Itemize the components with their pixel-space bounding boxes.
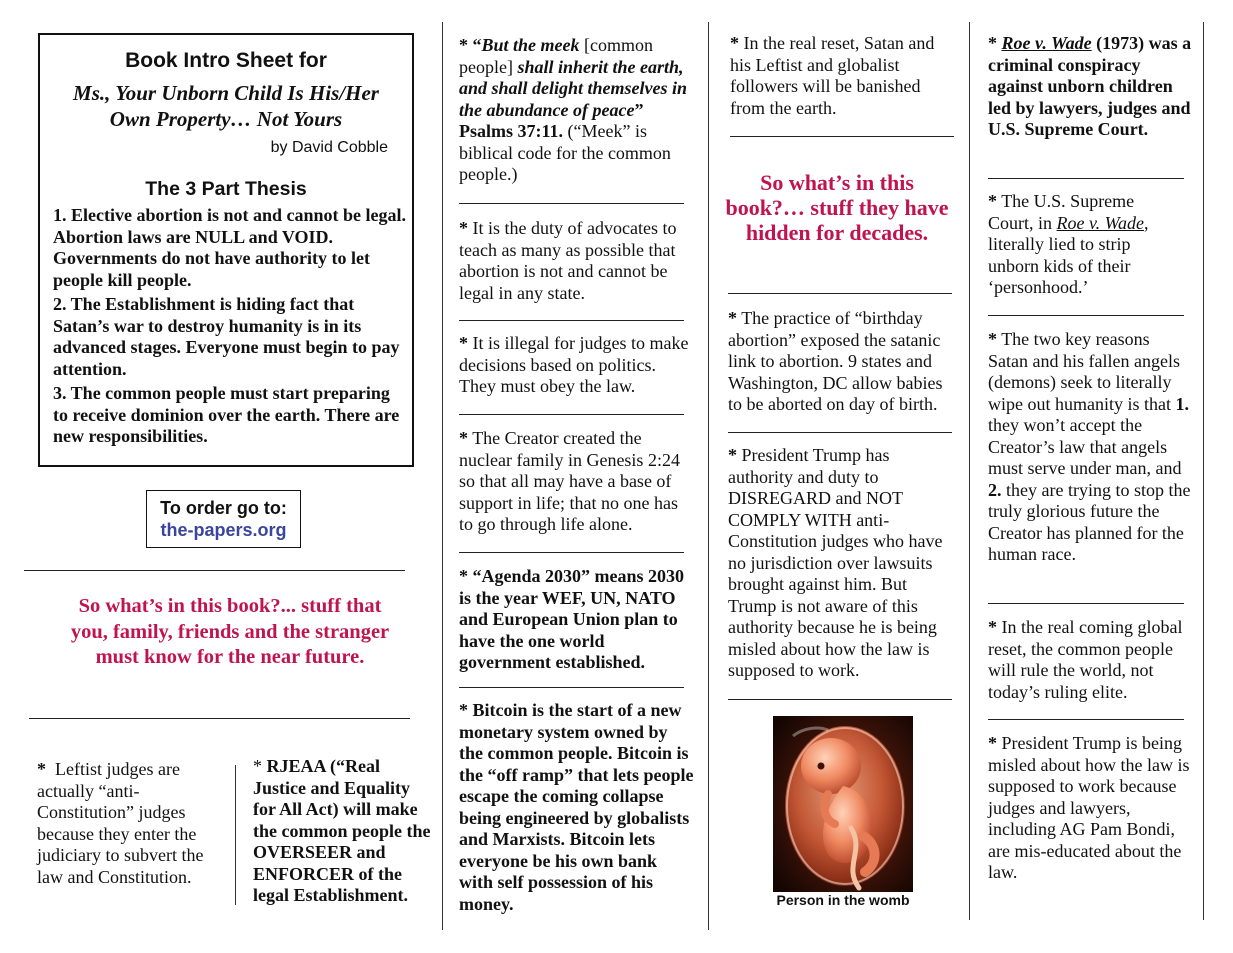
intro-box (38, 33, 414, 467)
bullet-psalms (459, 35, 694, 186)
bullet-star: * (988, 191, 997, 211)
thesis-points (53, 205, 407, 451)
bullet-text: RJEAA (“Real Justice and Equality for All Act) will make the common people the OVERSEER and ENFORCER of the legal Establishment. (253, 756, 431, 905)
bullet-text: It is illegal for judges to make decisions based on politics. They must obey the law. (459, 333, 689, 396)
bullet-text: President Trump has authority and duty to DISREGARD and NOT COMPLY WITH anti-Constitution judges who have no jurisdiction over lawsuits brought against him. But Trump is not aware of this authority because he is being misled about how the law is supposed to work. (728, 445, 943, 680)
bullet-star: * (253, 756, 262, 776)
bullet-star: * (37, 759, 46, 779)
bullet-trump-authority (728, 445, 956, 682)
divider-line (988, 315, 1184, 316)
thesis-point: 3. The common people must start preparing to receive dominion over the earth. There are new responsibilities. (53, 383, 400, 446)
bullet-text: The two key reasons Satan and his fallen angels (demons) seek to literally wipe out humanity is that (988, 329, 1180, 414)
bullet-birthday-abortion (728, 308, 956, 416)
case-name: Roe v. Wade (1056, 212, 1144, 233)
bullet-text: President Trump is being misled about how the law is supposed to work because judges and lawyers, including AG Pam Bondi, are mis-educated about the law. (988, 733, 1190, 882)
bullet-text: The Creator created the nuclear family in Genesis 2:24 so that all may have a base of support in life; that no one has to go through life alone. (459, 428, 680, 534)
quote-text: shall inherit the earth, and shall delight themselves in the abundance of peace (459, 56, 688, 120)
thesis-point: 1. Elective abortion is not and cannot be legal. Abortion laws are NULL and VOID. Governments do not have authority to let people kill people. (53, 205, 407, 290)
fetus-illustration (773, 716, 913, 892)
divider-line (459, 552, 684, 553)
divider-line (459, 687, 684, 688)
bullet-star: * (459, 333, 468, 353)
bullet-rjeaa (253, 756, 431, 907)
column-divider (1203, 22, 1204, 920)
bullet-text: The practice of “birthday abortion” exposed the satanic link to abortion. 9 states and Washington, DC allow babies to be aborted on day of birth. (728, 308, 943, 414)
bullet-text: It is the duty of advocates to teach as many as possible that abortion is not and cannot be legal in any state. (459, 218, 677, 303)
divider-line (459, 320, 684, 321)
bullet-star: * (988, 33, 997, 53)
bullet-text: , literally lied to strip unborn kids of their ‘personhood.’ (988, 212, 1149, 297)
divider-line (728, 432, 952, 433)
bullet-star: * (728, 445, 737, 465)
bullet-leftist-judges (37, 759, 225, 888)
order-label: To order go to: (160, 498, 287, 518)
bullet-judges-politics (459, 333, 691, 398)
photo-caption: Person in the womb (776, 892, 910, 908)
bullet-star: * (459, 218, 468, 238)
bullet-global-reset (988, 617, 1193, 703)
divider-line (988, 719, 1184, 720)
divider-line (988, 178, 1184, 179)
column-divider (442, 22, 443, 930)
order-link[interactable]: the-papers.org (160, 520, 287, 540)
bullet-text: The U.S. Supreme Court, in (988, 191, 1135, 233)
left-section-heading: So what’s in this book?... stuff that you, family, friends and the stranger must know for the near future. (70, 595, 390, 668)
author-line: by David Cobble (270, 139, 388, 156)
divider-line (459, 203, 684, 204)
bullet-star: * (459, 700, 468, 720)
bullet-nuclear-family (459, 428, 693, 536)
divider-line (728, 293, 952, 294)
middle-section-heading: So what’s in this book?… stuff they have hidden for decades. (725, 170, 949, 245)
bullet-star: * (459, 566, 468, 586)
divider-line (24, 570, 405, 571)
bullet-star: * (988, 329, 997, 349)
quote-text: But the meek (481, 35, 580, 55)
divider-line (459, 414, 684, 415)
bullet-text: Bitcoin is the start of a new monetary system owned by the common people. Bitcoin is the “off ramp” that lets people escape the coming collapse being engineered by globalists and Marxists. Bitcoin lets everyone be his own bank with self possession of his money. (459, 700, 694, 914)
bullet-star: * (988, 733, 997, 753)
book-title: Ms., Your Unborn Child Is His/Her Own Property… Not Yours (73, 81, 379, 131)
column-divider (969, 22, 970, 920)
bullet-text: they are trying to stop the truly glorious future the Creator has planned for the human race. (988, 479, 1191, 564)
bullet-text: they won’t accept the Creator’s law that angels must serve under man, and (988, 415, 1182, 478)
bullet-star: * “ (459, 35, 482, 55)
column-divider (708, 22, 709, 930)
bullet-text: (1973) was a criminal conspiracy against unborn children led by lawyers, judges and U.S. Supreme Court. (988, 33, 1192, 139)
divider-line (728, 699, 952, 700)
divider-line (988, 603, 1184, 604)
divider-line (730, 136, 954, 137)
thesis-point: 2. The Establishment is hiding fact that Satan’s war to destroy humanity is in its advanced stages. Everyone must begin to pay attention. (53, 294, 400, 379)
bullet-roe-conspiracy (988, 33, 1193, 141)
bullet-text: In the real reset, Satan and his Leftist and globalist followers will be banished from the earth. (730, 33, 935, 118)
bullet-star: * (730, 33, 739, 53)
bullet-trump-misled (988, 733, 1190, 884)
inner-divider (235, 765, 236, 905)
reason-number: 2. (988, 479, 1002, 500)
case-name: Roe v. Wade (1001, 33, 1092, 53)
verse-reference: Psalms 37:11. (459, 121, 564, 141)
bracket-text: [common people] (459, 35, 653, 77)
reason-number: 1. (1175, 393, 1189, 414)
thesis-heading: The 3 Part Thesis (145, 178, 307, 200)
note-text: (“Meek” is biblical code for the common people.) (459, 121, 671, 184)
quote-close: ” (634, 99, 644, 120)
intro-title: Book Intro Sheet for (125, 49, 327, 72)
bullet-agenda-2030 (459, 566, 693, 674)
bullet-roe-personhood (988, 191, 1168, 299)
bullet-bitcoin (459, 700, 695, 915)
bullet-star: * (988, 617, 997, 637)
divider-line (29, 718, 410, 719)
fetus-photo (773, 716, 913, 892)
bullet-text: In the real coming global reset, the common people will rule the world, not today’s ruling elite. (988, 617, 1183, 702)
bullet-text: Leftist judges are actually “anti-Constitution” judges because they enter the judiciary to subvert the law and Constitution. (37, 759, 204, 887)
bullet-real-reset (730, 33, 955, 119)
order-box (146, 490, 301, 548)
bullet-advocates (459, 218, 691, 304)
bullet-star: * (459, 428, 468, 448)
bullet-star: * (728, 308, 737, 328)
bullet-text: “Agenda 2030” means 2030 is the year WEF, UN, NATO and European Union plan to have the one world government established. (459, 566, 685, 672)
bullet-two-reasons (988, 329, 1192, 566)
